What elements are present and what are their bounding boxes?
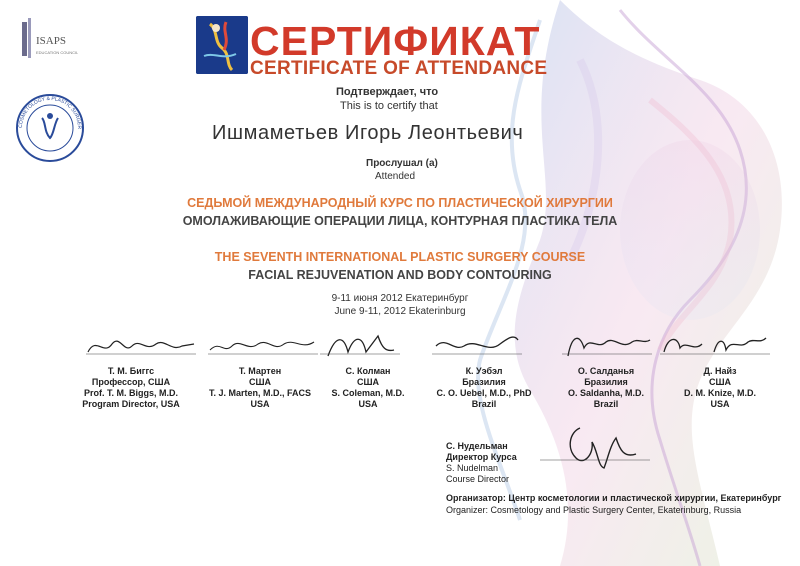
signatory-name-en: C. O. Uebel, M.D., PhD [436,388,532,398]
signature-biggs [86,330,196,360]
signatory-coleman [320,366,416,410]
signature-uebel [432,330,522,360]
signatory-saldanha [556,366,656,410]
organizer-en: Organizer: Cosmetology and Plastic Surgery Center, Ekaterinburg, Russia [446,505,742,515]
signatory-name-en: T. J. Marten, M.D., FACS [208,388,311,398]
signatory-name-ru: Д. Найз [703,366,737,376]
attended-text-ru: Прослушал (а) [366,158,438,169]
director-title-en: Course Director [446,474,510,484]
signatory-title-en: Brazil [471,399,497,409]
organizer-block [446,492,781,516]
signatory-name-ru: О. Салданья [577,366,635,376]
svg-text:COSMETOLOGY & PLASTIC SURGERY [14,92,82,130]
certify-text-en: This is to certify that [340,100,438,112]
course-date-ru: 9-11 июня 2012 Екатеринбург [331,293,469,304]
attended-text-en: Attended [375,171,416,182]
isaps-logo [18,16,78,68]
course-logo [196,16,248,74]
signatory-title-ru: Бразилия [462,377,506,387]
signature-saldanha [562,330,652,360]
course-subtitle-en: FACIAL REJUVENATION AND BODY CONTOURING [248,268,552,282]
signatory-title-ru: США [248,377,272,387]
signatory-title-ru: США [356,377,380,387]
signature-nudelman [540,418,650,474]
director-title-ru: Директор Курса [446,452,517,462]
signatory-name-en: S. Coleman, M.D. [331,388,405,398]
signatory-name-ru: Т. Мартен [238,366,282,376]
certificate-subtitle: CERTIFICATE OF ATTENDANCE [250,58,548,79]
course-title-ru: СЕДЬМОЙ МЕЖДУНАРОДНЫЙ КУРС ПО ПЛАСТИЧЕСКОЙ ХИРУРГИИ [187,196,613,210]
signatory-title-en: USA [710,399,730,409]
signatory-uebel [424,366,544,410]
signatory-name-ru: К. Уэбэл [465,366,503,376]
signatory-name-ru: Т. М. Биггс [107,366,155,376]
course-director-block [446,441,517,485]
director-name-en: S. Nudelman [446,463,499,473]
signature-coleman [320,330,400,360]
director-name-ru: С. Нудельман [446,441,508,451]
signatory-name-en: O. Saldanha, M.D. [567,388,644,398]
organizer-ru: Организатор: Центр косметологии и пластической хирургии, Екатеринбург [446,493,782,503]
certificate-title: СЕРТИФИКАТ [250,18,541,64]
signatory-title-en: Program Director, USA [82,399,180,409]
signature-knize [660,330,770,360]
isaps-text: ISAPS [36,35,66,47]
course-date-en: June 9-11, 2012 Ekaterinburg [334,306,466,317]
course-title-en: THE SEVENTH INTERNATIONAL PLASTIC SURGERY COURSE [214,250,586,264]
signatory-title-ru: Профессор, США [91,377,171,387]
signatory-marten [200,366,320,410]
signatory-biggs [76,366,186,410]
recipient-name: Ишмаметьев Игорь Леонтьевич [212,122,524,144]
isaps-subtext: EDUCATION COUNCIL [36,50,78,55]
signature-marten [208,330,318,360]
signatory-name-en: Prof. T. M. Biggs, M.D. [84,388,178,398]
signatory-name-ru: С. Колман [345,366,391,376]
certify-text-ru: Подтверждает, что [336,86,439,98]
signatory-title-ru: США [708,377,732,387]
course-subtitle-ru: ОМОЛАЖИВАЮЩИЕ ОПЕРАЦИИ ЛИЦА, КОНТУРНАЯ ПЛАСТИКА ТЕЛА [182,214,618,228]
signatory-title-en: USA [358,399,378,409]
seal-text: COSMETOLOGY & PLASTIC SURGER [17,95,83,130]
signatory-name-en: D. M. Knize, M.D. [684,388,756,398]
center-seal-logo [14,92,86,164]
signatory-title-en: Brazil [593,399,619,409]
signatory-title-en: USA [250,399,270,409]
signatory-title-ru: Бразилия [584,377,628,387]
signatory-knize [670,366,770,410]
